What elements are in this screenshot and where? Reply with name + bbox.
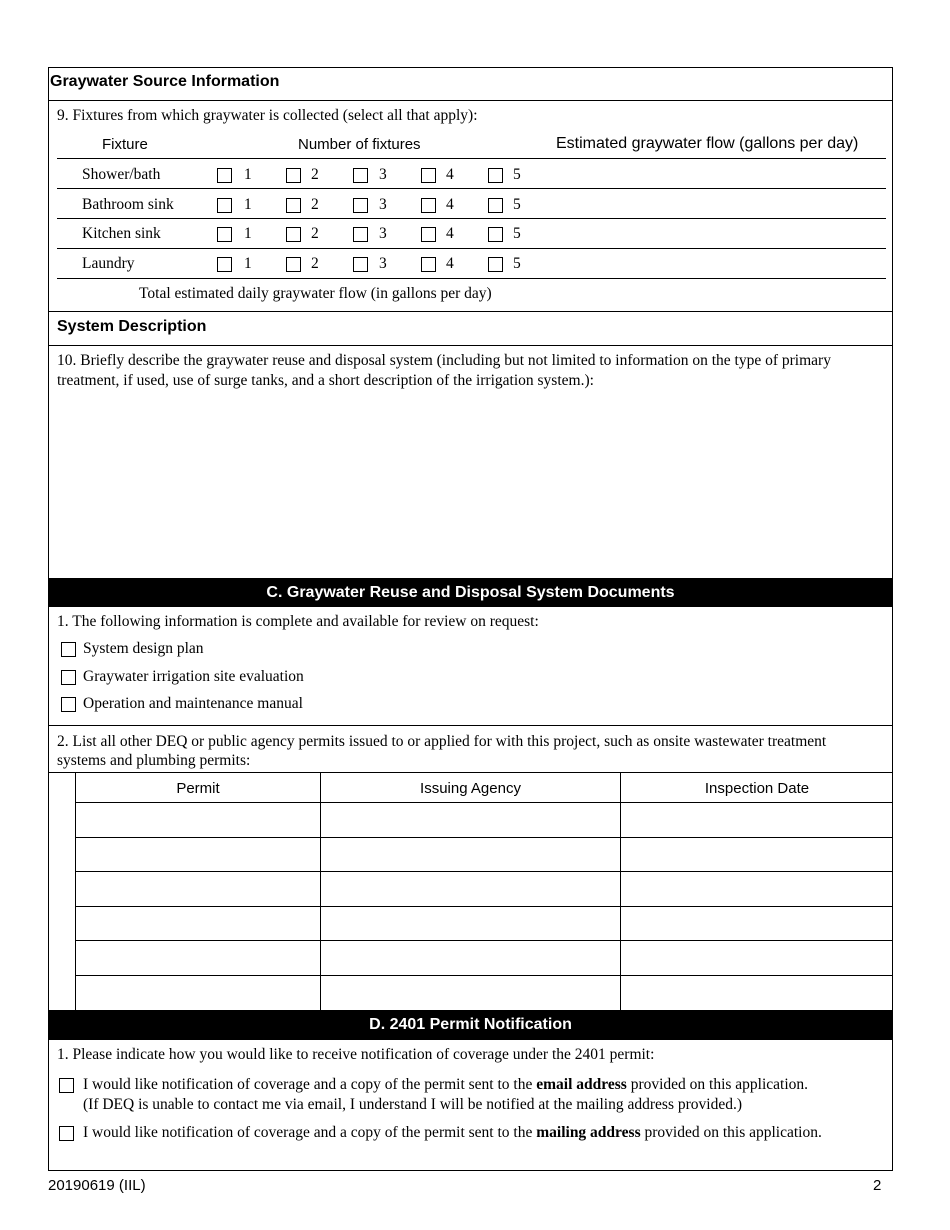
fixture-count-checkbox[interactable] xyxy=(353,168,368,183)
table-row-rule xyxy=(75,802,893,803)
checkbox-label: 3 xyxy=(379,166,387,183)
checkbox-label: 1 xyxy=(244,166,252,183)
issuing-agency-cell[interactable] xyxy=(322,977,619,1009)
checkbox-label: 5 xyxy=(513,225,521,242)
mail-notification-checkbox[interactable] xyxy=(59,1126,74,1141)
checkbox-label: 2 xyxy=(311,255,319,272)
flow-input[interactable] xyxy=(556,194,886,216)
issuing-agency-col-header: Issuing Agency xyxy=(420,780,521,797)
inspection-date-cell[interactable] xyxy=(622,942,892,974)
flow-input[interactable] xyxy=(556,223,886,245)
issuing-agency-cell[interactable] xyxy=(322,873,619,905)
question-10: 10. Briefly describe the graywater reuse and disposal system (including but not limited to information on the type of primary treatment, if used, use of surge tanks, and a short description of the irrigation system.): xyxy=(57,352,831,389)
checkbox-label: 5 xyxy=(513,196,521,213)
checkbox-label: 1 xyxy=(244,196,252,213)
col-header-flow: Estimated graywater flow (gallons per day) xyxy=(556,135,859,152)
table-header-rule xyxy=(57,158,886,159)
table-row-rule xyxy=(75,871,893,872)
fixture-label: Bathroom sink xyxy=(82,196,174,213)
mail-notification-label xyxy=(83,1123,843,1143)
permit-col-header: Permit xyxy=(176,780,220,797)
question-c2: 2. List all other DEQ or public agency permits issued to or applied for with this project, such as onsite wastewater treatment systems and plumbing permits: xyxy=(57,733,827,769)
inspection-date-cell[interactable] xyxy=(622,839,892,870)
option-note: (If DEQ is unable to contact me via email, I understand I will be notified at the mailing address provided.) xyxy=(83,1096,742,1113)
checkbox-label: 2 xyxy=(311,196,319,213)
option-bold-text: email address xyxy=(536,1076,627,1093)
checkbox-label: 1 xyxy=(244,225,252,242)
email-notification-checkbox[interactable] xyxy=(59,1078,74,1093)
fixture-count-checkbox[interactable] xyxy=(488,227,503,242)
checkbox-label: 3 xyxy=(379,225,387,242)
fixture-count-checkbox[interactable] xyxy=(353,227,368,242)
checkbox-label: 2 xyxy=(311,225,319,242)
fixture-count-checkbox[interactable] xyxy=(488,198,503,213)
total-flow-input[interactable] xyxy=(556,283,886,305)
checkbox-label: 3 xyxy=(379,255,387,272)
issuing-agency-cell[interactable] xyxy=(322,839,619,870)
option-text: provided on this application. xyxy=(626,1076,809,1093)
question-9: 9. Fixtures from which graywater is collected (select all that apply): xyxy=(57,107,478,124)
fixture-count-checkbox[interactable] xyxy=(421,257,436,272)
option-text: I would like notification of coverage and a copy of the permit sent to the xyxy=(83,1124,537,1141)
fixture-label: Laundry xyxy=(82,255,135,272)
fixture-label: Shower/bath xyxy=(82,166,161,183)
flow-input[interactable] xyxy=(556,164,886,186)
fixture-count-checkbox[interactable] xyxy=(217,227,232,242)
system-description-textarea[interactable] xyxy=(57,395,885,575)
inspection-date-cell[interactable] xyxy=(622,804,892,836)
section-title-system-description: System Description xyxy=(57,318,207,335)
checkbox-label: 5 xyxy=(513,166,521,183)
fixture-count-checkbox[interactable] xyxy=(488,168,503,183)
inspection-date-cell[interactable] xyxy=(622,873,892,905)
issuing-agency-cell[interactable] xyxy=(322,942,619,974)
document-label: System design plan xyxy=(83,640,204,657)
checkbox-label: 4 xyxy=(446,225,454,242)
issuing-agency-cell[interactable] xyxy=(322,908,619,939)
fixture-count-checkbox[interactable] xyxy=(217,168,232,183)
fixture-count-checkbox[interactable] xyxy=(217,198,232,213)
fixture-count-checkbox[interactable] xyxy=(286,227,301,242)
flow-input[interactable] xyxy=(556,253,886,275)
fixture-count-checkbox[interactable] xyxy=(421,227,436,242)
table-row-rule xyxy=(75,940,893,941)
divider xyxy=(48,725,893,726)
permit-cell[interactable] xyxy=(77,804,319,836)
checkbox-label: 2 xyxy=(311,166,319,183)
table-top-rule xyxy=(48,772,893,773)
document-label: Operation and maintenance manual xyxy=(83,695,303,712)
form-id: 20190619 (IIL) xyxy=(48,1177,146,1194)
option-text: provided on this application. xyxy=(640,1124,822,1141)
fixture-count-checkbox[interactable] xyxy=(286,257,301,272)
fixture-label: Kitchen sink xyxy=(82,225,161,242)
total-flow-label: Total estimated daily graywater flow (in gallons per day) xyxy=(139,285,492,302)
permit-cell[interactable] xyxy=(77,839,319,870)
fixture-count-checkbox[interactable] xyxy=(353,198,368,213)
option-text: I would like notification of coverage and a copy of the permit sent to the xyxy=(83,1076,537,1093)
permit-cell[interactable] xyxy=(77,908,319,939)
fixture-count-checkbox[interactable] xyxy=(286,198,301,213)
divider xyxy=(48,311,893,312)
inspection-date-col-header: Inspection Date xyxy=(704,780,810,797)
divider xyxy=(48,100,893,101)
checkbox-label: 1 xyxy=(244,255,252,272)
table-row-rule xyxy=(75,975,893,976)
option-bold-text: mailing address xyxy=(536,1124,641,1141)
checkbox-label: 4 xyxy=(446,196,454,213)
section-title-graywater-source: Graywater Source Information xyxy=(50,73,280,90)
row-rule xyxy=(57,218,886,219)
table-row-rule xyxy=(75,837,893,838)
question-d1: 1. Please indicate how you would like to receive notification of coverage under the 2401 permit: xyxy=(57,1046,655,1063)
inspection-date-cell[interactable] xyxy=(622,908,892,939)
inspection-date-cell[interactable] xyxy=(622,977,892,1009)
fixture-count-checkbox[interactable] xyxy=(421,168,436,183)
fixture-count-checkbox[interactable] xyxy=(353,257,368,272)
permit-cell[interactable] xyxy=(77,873,319,905)
fixture-count-checkbox[interactable] xyxy=(217,257,232,272)
document-checkbox-site-evaluation[interactable] xyxy=(61,670,76,685)
permit-cell[interactable] xyxy=(77,942,319,974)
divider xyxy=(48,345,893,346)
section-c-header: C. Graywater Reuse and Disposal System Documents xyxy=(48,578,893,607)
checkbox-label: 3 xyxy=(379,196,387,213)
issuing-agency-cell[interactable] xyxy=(322,804,619,836)
checkbox-label: 4 xyxy=(446,255,454,272)
row-rule xyxy=(57,188,886,189)
document-checkbox-om-manual[interactable] xyxy=(61,697,76,712)
col-header-fixture: Fixture xyxy=(102,136,148,153)
checkbox-label: 4 xyxy=(446,166,454,183)
document-label: Graywater irrigation site evaluation xyxy=(83,668,304,685)
email-notification-label xyxy=(83,1075,893,1115)
document-checkbox-design-plan[interactable] xyxy=(61,642,76,657)
permit-cell[interactable] xyxy=(77,977,319,1009)
row-rule xyxy=(57,278,886,279)
question-c1: 1. The following information is complete and available for review on request: xyxy=(57,613,539,630)
fixture-count-checkbox[interactable] xyxy=(488,257,503,272)
col-header-number: Number of fixtures xyxy=(298,136,421,153)
section-d-header: D. 2401 Permit Notification xyxy=(48,1010,893,1040)
row-rule xyxy=(57,248,886,249)
fixture-count-checkbox[interactable] xyxy=(286,168,301,183)
fixture-count-checkbox[interactable] xyxy=(421,198,436,213)
page-number: 2 xyxy=(873,1177,882,1194)
table-row-rule xyxy=(75,906,893,907)
checkbox-label: 5 xyxy=(513,255,521,272)
